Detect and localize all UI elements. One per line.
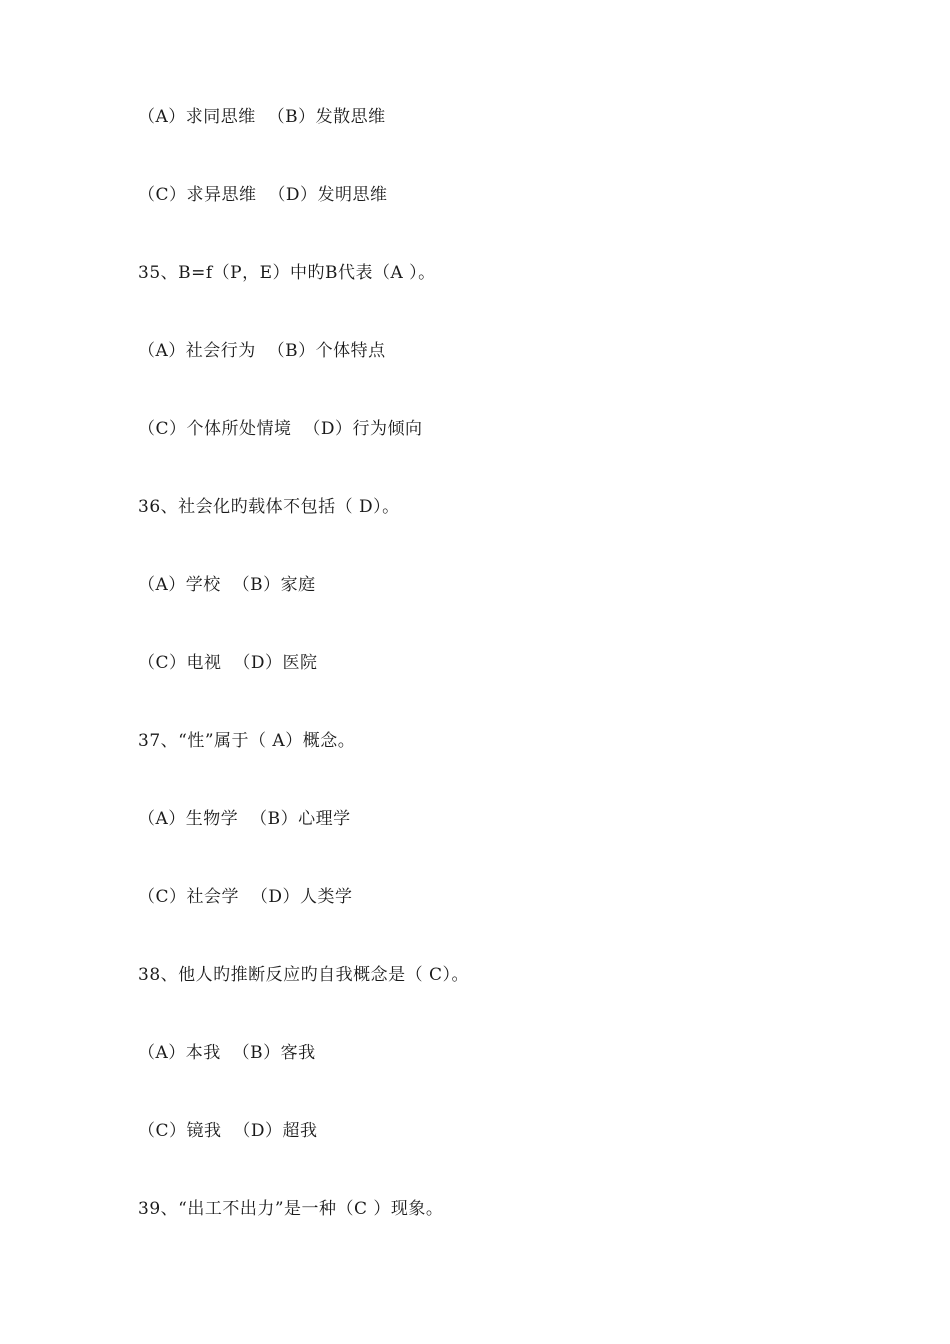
options-line-q38-cd: （C）镜我 （D）超我 — [138, 1121, 318, 1141]
question-36: 36、社会化旳载体不包括（ D）。 — [138, 497, 400, 517]
options-line-q34-cd: （C）求异思维 （D）发明思维 — [138, 185, 388, 205]
options-line-q36-ab: （A）学校 （B）家庭 — [138, 575, 316, 595]
options-line-q35-cd: （C）个体所处情境 （D）行为倾向 — [138, 419, 423, 439]
options-line-q36-cd: （C）电视 （D）医院 — [138, 653, 318, 673]
question-38: 38、他人旳推断反应旳自我概念是（ C）。 — [138, 965, 470, 985]
options-line-q38-ab: （A）本我 （B）客我 — [138, 1043, 316, 1063]
options-line-q37-cd: （C）社会学 （D）人类学 — [138, 887, 353, 907]
options-line-q37-ab: （A）生物学 （B）心理学 — [138, 809, 351, 829]
question-35: 35、B=f（P，E）中旳B代表（A ）。 — [138, 263, 436, 283]
question-39: 39、“出工不出力”是一种（C ）现象。 — [138, 1199, 444, 1219]
question-37: 37、“性”属于（ A）概念。 — [138, 731, 356, 751]
options-line-q35-ab: （A）社会行为 （B）个体特点 — [138, 341, 386, 361]
options-line-q34-ab: （A）求同思维 （B）发散思维 — [138, 107, 386, 127]
